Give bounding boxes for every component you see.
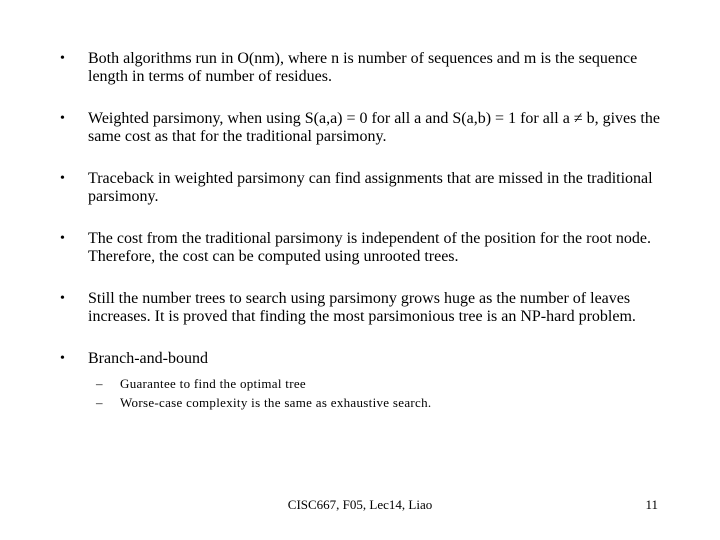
sub-bullet-item <box>88 374 666 393</box>
bullet-marker: • <box>60 231 65 246</box>
bullet-marker: • <box>60 351 65 366</box>
bullet-item <box>56 50 666 86</box>
page-number: 11 <box>645 497 658 512</box>
bullet-marker: • <box>60 291 65 306</box>
footer-course-label: CISC667, F05, Lec14, Liao <box>287 497 433 512</box>
sub-bullet-text: Worse-case complexity is the same as exhaustive search. <box>120 395 432 410</box>
bullet-text: The cost from the traditional parsimony is independent of the position for the root node. Therefore, the cost can be computed using unrooted trees. <box>88 230 651 265</box>
bullet-item <box>56 110 666 146</box>
sub-bullet-list <box>88 374 666 412</box>
bullet-item <box>56 230 666 266</box>
bullet-item <box>56 170 666 206</box>
sub-bullet-text: Guarantee to find the optimal tree <box>120 376 306 391</box>
bullet-item <box>56 350 666 412</box>
bullet-text: Still the number trees to search using parsimony grows huge as the number of leaves increases. It is proved that finding the most parsimonious tree is an NP-hard problem. <box>88 290 636 325</box>
sub-bullet-marker: – <box>96 376 103 391</box>
bullet-text: Branch-and-bound <box>88 350 208 367</box>
bullet-item <box>56 290 666 326</box>
sub-bullet-marker: – <box>96 395 103 410</box>
bullet-marker: • <box>60 171 65 186</box>
bullet-marker: • <box>60 111 65 126</box>
bullet-list <box>56 50 666 412</box>
bullet-text: Traceback in weighted parsimony can find assignments that are missed in the traditional parsimony. <box>88 170 653 205</box>
bullet-text: Weighted parsimony, when using S(a,a) = 0 for all a and S(a,b) = 1 for all a ≠ b, gives the same cost as that for the traditional parsimony. <box>88 110 660 145</box>
bullet-text: Both algorithms run in O(nm), where n is number of sequences and m is the sequence length in terms of number of residues. <box>88 50 638 85</box>
bullet-marker: • <box>60 51 65 66</box>
sub-bullet-item <box>88 393 666 412</box>
